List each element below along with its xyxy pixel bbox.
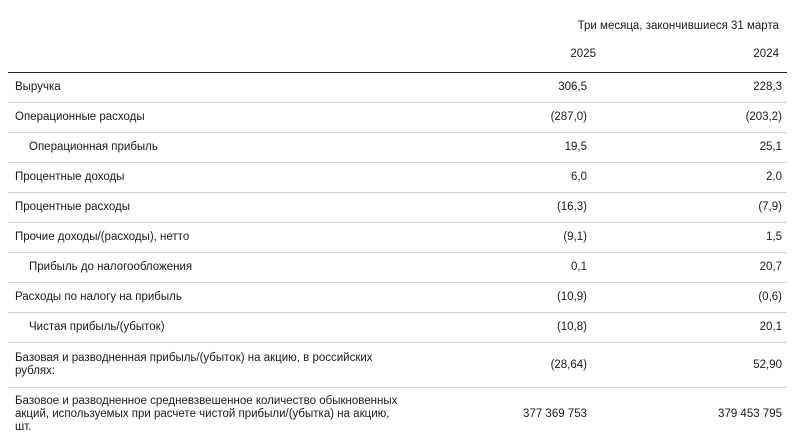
table-row	[8, 343, 787, 388]
table-row	[8, 253, 787, 283]
value-2024: 52,90	[596, 343, 787, 388]
row-label: Базовое и разводненное средневзвешенное количество обыкновенных акций, используемых при расчете чистой прибыли/(убытка) на акцию, шт.	[15, 395, 398, 433]
value-2024: (7,9)	[596, 193, 787, 223]
row-label: Выручка	[8, 73, 408, 103]
row-label: Прибыль до налогообложения	[8, 253, 408, 283]
row-label: Чистая прибыль/(убыток)	[8, 313, 408, 343]
row-label: Базовая и разводненная прибыль/(убыток) на акцию, в российских рублях:	[8, 343, 408, 388]
table-row	[8, 73, 787, 103]
value-2024: (203,2)	[596, 103, 787, 133]
year-2025-header: 2025	[570, 48, 596, 60]
value-2024: 20,1	[596, 313, 787, 343]
row-label: Операционная прибыль	[8, 133, 408, 163]
value-2025: 19,5	[408, 133, 596, 163]
year-2024-header: 2024	[753, 48, 779, 60]
value-2025: (10,8)	[408, 313, 596, 343]
value-2025: (28,64)	[408, 343, 596, 388]
row-label: Операционные расходы	[8, 103, 408, 133]
value-2024: 20,7	[596, 253, 787, 283]
table-row	[8, 133, 787, 163]
table-row	[8, 163, 787, 193]
table-row	[8, 193, 787, 223]
row-label: Расходы по налогу на прибыль	[8, 283, 408, 313]
table-row	[8, 223, 787, 253]
row-label: Процентные расходы	[8, 193, 408, 223]
value-2024: 228,3	[596, 73, 787, 103]
year-header-row	[0, 48, 800, 68]
row-label: Прочие доходы/(расходы), нетто	[8, 223, 408, 253]
value-2025: 6,0	[408, 163, 596, 193]
table-row	[8, 103, 787, 133]
value-2025: 306,5	[408, 73, 596, 103]
value-2024: (0,6)	[596, 283, 787, 313]
table-row	[8, 283, 787, 313]
value-2024: 379 453 795	[718, 408, 782, 420]
value-2025: 0,1	[408, 253, 596, 283]
row-label: Процентные доходы	[8, 163, 408, 193]
financial-table	[8, 73, 787, 441]
value-2024: 1,5	[596, 223, 787, 253]
value-2025: 377 369 753	[523, 408, 587, 420]
table-row	[8, 313, 787, 343]
value-2024: 2,0	[596, 163, 787, 193]
table-row	[8, 388, 787, 441]
value-2025: (16,3)	[408, 193, 596, 223]
period-header: Три месяца, закончившиеся 31 марта	[577, 20, 779, 32]
value-2024: 25,1	[596, 133, 787, 163]
value-2025: (287,0)	[408, 103, 596, 133]
value-2025: (10,9)	[408, 283, 596, 313]
value-2025: (9,1)	[408, 223, 596, 253]
